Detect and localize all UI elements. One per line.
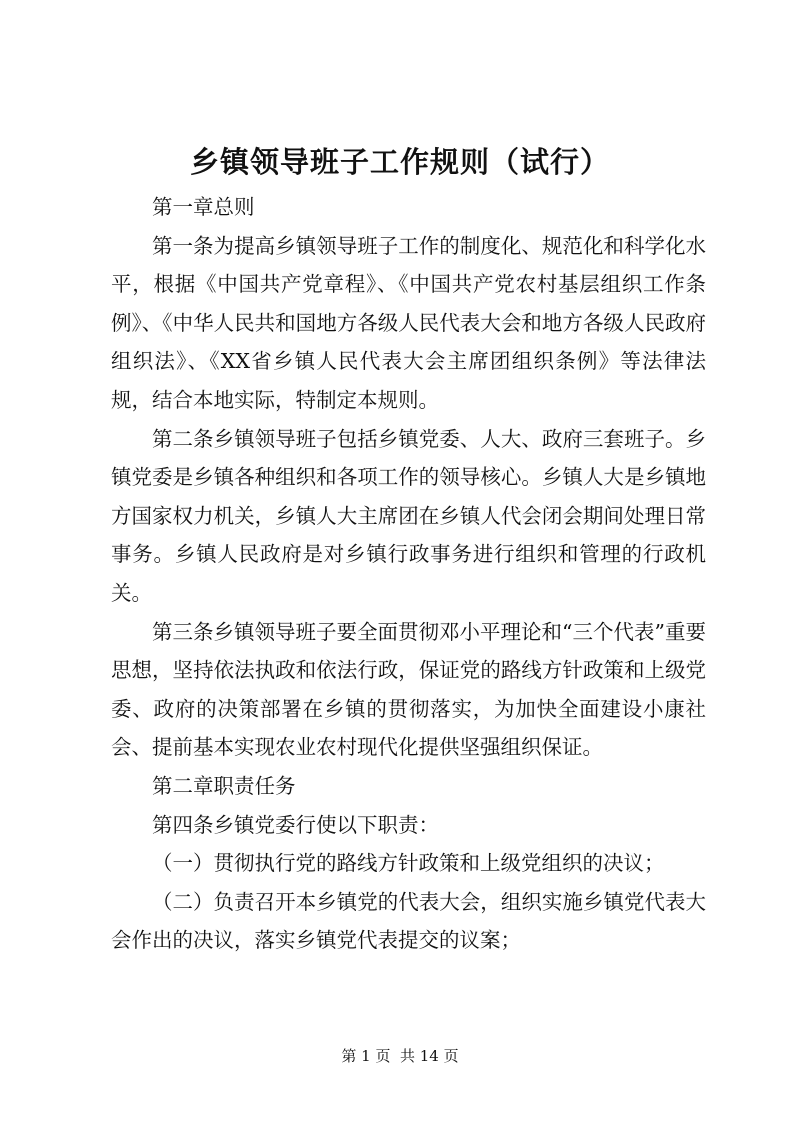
page-total: 共 14 页 xyxy=(400,1047,459,1065)
page-number: 第 1 页 xyxy=(341,1047,391,1065)
paragraph: 第一条为提高乡镇领导班子工作的制度化、规范化和科学化水平，根据《中国共产党章程》、《中国共产党农村基层组织工作条例》、《中华人民共和国地方各级人民代表大会和地方各级人民政府组织法》、《XX省乡镇人民代表大会主席团组织条例》等法律法规，结合本地实际，特制定本规则。 xyxy=(111,233,706,412)
list-item: （一）贯彻执行党的路线方针政策和上级党组织的决议； xyxy=(152,851,665,876)
paragraph: 第三条乡镇领导班子要全面贯彻邓小平理论和“三个代表”重要思想，坚持依法执政和依法行政，保证党的路线方针政策和上级党委、政府的决策部署在乡镇的贯彻落实，为加快全面建设小康社会、提前基本实现农业农村现代化提供坚强组织保证。 xyxy=(111,619,706,760)
document-title: 乡镇领导班子工作规则（试行） xyxy=(189,145,610,179)
list-item: （二）负责召开本乡镇党的代表大会，组织实施乡镇党代表大会作出的决议，落实乡镇党代表提交的议案； xyxy=(111,889,706,953)
page-footer xyxy=(0,1046,800,1066)
chapter-heading: 第二章职责任务 xyxy=(152,773,296,798)
document-body xyxy=(111,188,706,960)
paragraph: 第四条乡镇党委行使以下职责： xyxy=(152,812,439,837)
footer-separator xyxy=(390,1047,400,1065)
paragraph: 第二条乡镇领导班子包括乡镇党委、人大、政府三套班子。乡镇党委是乡镇各种组织和各项工作的领导核心。乡镇人大是乡镇地方国家权力机关，乡镇人大主席团在乡镇人代会闭会期间处理日常事务。乡镇人民政府是对乡镇行政事务进行组织和管理的行政机关。 xyxy=(111,426,706,605)
chapter-heading: 第一章总则 xyxy=(152,195,255,219)
